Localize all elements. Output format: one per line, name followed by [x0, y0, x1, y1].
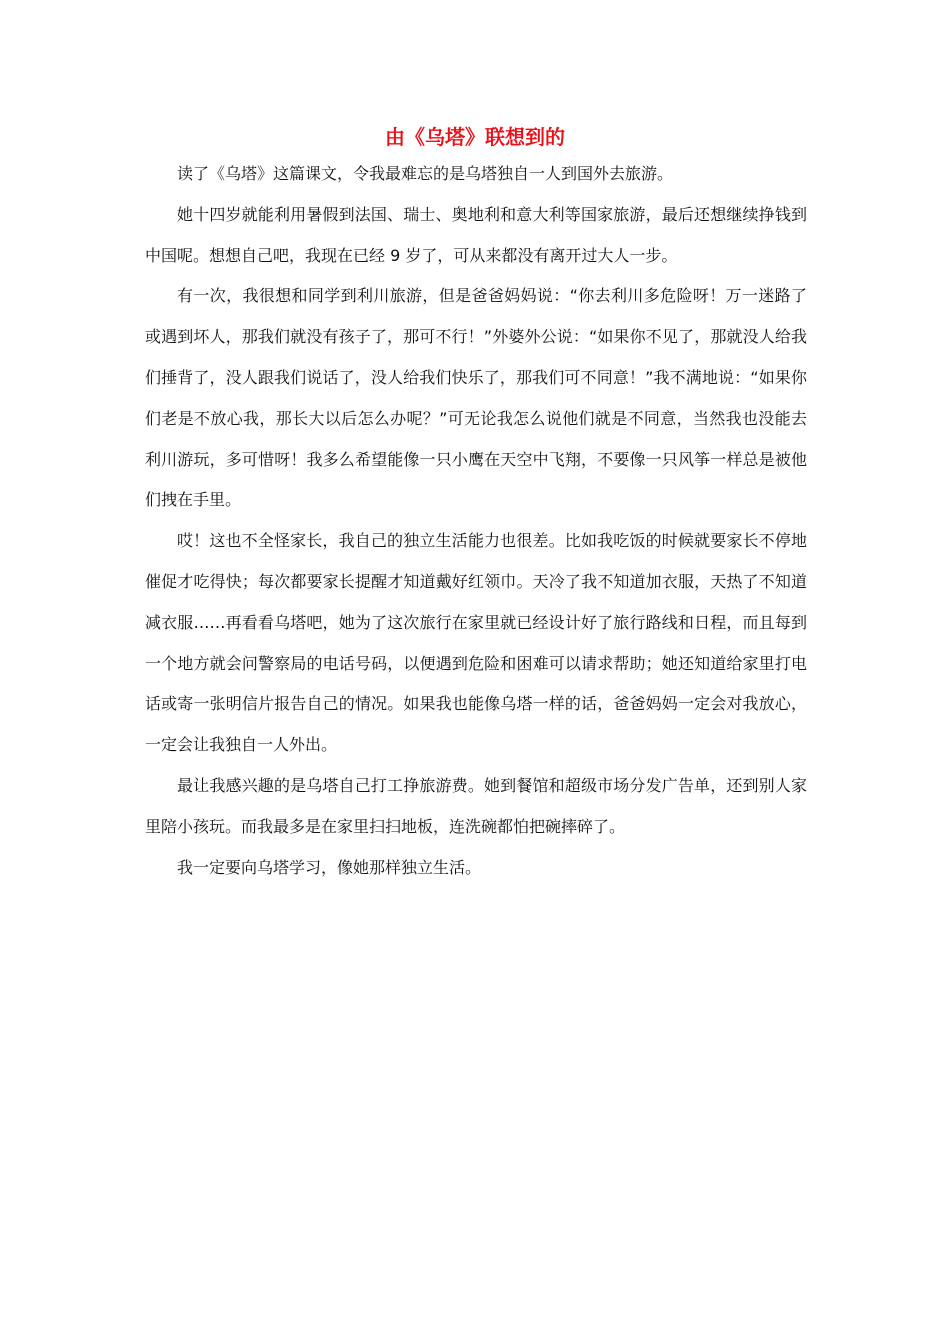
article-body — [145, 154, 807, 888]
paragraph-5: 最让我感兴趣的是乌塔自己打工挣旅游费。她到餐馆和超级市场分发广告单，还到别人家里陪小孩玩。而我最多是在家里扫扫地板，连洗碗都怕把碗摔碎了。 — [145, 775, 807, 836]
page-title: 由《乌塔》联想到的 — [385, 125, 565, 149]
paragraph-2: 她十四岁就能利用暑假到法国、瑞士、奥地利和意大利等国家旅游，最后还想继续挣钱到中国呢。想想自己吧，我现在已经 9 岁了，可从来都没有离开过大人一步。 — [145, 204, 807, 265]
paragraph-4: 哎！这也不全怪家长，我自己的独立生活能力也很差。比如我吃饭的时候就要家长不停地催促才吃得快；每次都要家长提醒才知道戴好红领巾。天冷了我不知道加衣服，天热了不知道减衣服……再看看乌塔吧，她为了这次旅行在家里就已经设计好了旅行路线和日程，而且每到一个地方就会问警察局的电话号码，以便遇到危险和困难可以请求帮助；她还知道给家里打电话或寄一张明信片报告自己的情况。如果我也能像乌塔一样的话，爸爸妈妈一定会对我放心，一定会让我独自一人外出。 — [145, 531, 807, 755]
paragraph-6: 我一定要向乌塔学习，像她那样独立生活。 — [177, 857, 482, 877]
paragraph-3: 有一次，我很想和同学到利川旅游，但是爸爸妈妈说：“你去利川多危险呀！万一迷路了或遇到坏人，那我们就没有孩子了，那可不行！”外婆外公说：“如果你不见了，那就没人给我们捶背了，没人跟我们说话了，没人给我们快乐了，那我们可不同意！”我不满地说：“如果你们老是不放心我，那长大以后怎么办呢？”可无论我怎么说他们就是不同意，当然我也没能去利川游玩，多可惜呀！我多么希望能像一只小鹰在天空中飞翔，不要像一只风筝一样总是被他们拽在手里。 — [145, 286, 807, 510]
paragraph-1: 读了《乌塔》这篇课文，令我最难忘的是乌塔独自一人到国外去旅游。 — [177, 164, 674, 183]
